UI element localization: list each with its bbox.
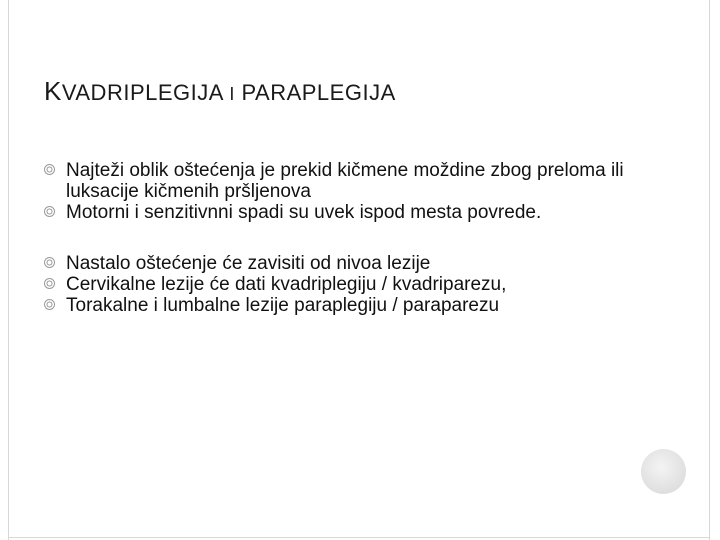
list-item xyxy=(44,202,684,223)
bullet-circle-icon xyxy=(44,206,55,217)
title-word-1: VADRIPLEGIJA xyxy=(61,80,223,105)
decorative-circle xyxy=(641,449,686,494)
bullet-text: Nastalo oštećenje će zavisiti od nivoa lezije xyxy=(66,253,431,274)
list-item xyxy=(44,160,684,202)
bullet-circle-icon xyxy=(44,299,55,310)
bullet-text: Torakalne i lumbalne lezije paraplegiju / paraparezu xyxy=(66,295,500,316)
slide-divider xyxy=(8,537,710,538)
bullet-text: Najteži oblik oštećenja je prekid kičmene moždine zbog preloma ili luksacije kičmenih pršljenova xyxy=(66,160,624,202)
bullet-circle-icon xyxy=(44,164,55,175)
bullet-circle-icon xyxy=(44,278,55,289)
bullet-text: Cervikalne lezije će dati kvadriplegiju / kvadriparezu, xyxy=(66,274,507,295)
bullet-circle-icon xyxy=(44,257,55,268)
list-item xyxy=(44,253,684,274)
title-word-2: PARAPLEGIJA xyxy=(241,80,396,105)
title-initial: K xyxy=(44,76,62,106)
bullet-spacer xyxy=(44,223,684,253)
list-item xyxy=(44,274,684,295)
list-item xyxy=(44,295,684,316)
slide-title xyxy=(44,76,396,107)
title-conjunction: I xyxy=(229,84,235,104)
bullet-text: Motorni i senzitivnni spadi su uvek ispod mesta povrede. xyxy=(66,202,542,223)
bullet-list xyxy=(44,160,684,316)
